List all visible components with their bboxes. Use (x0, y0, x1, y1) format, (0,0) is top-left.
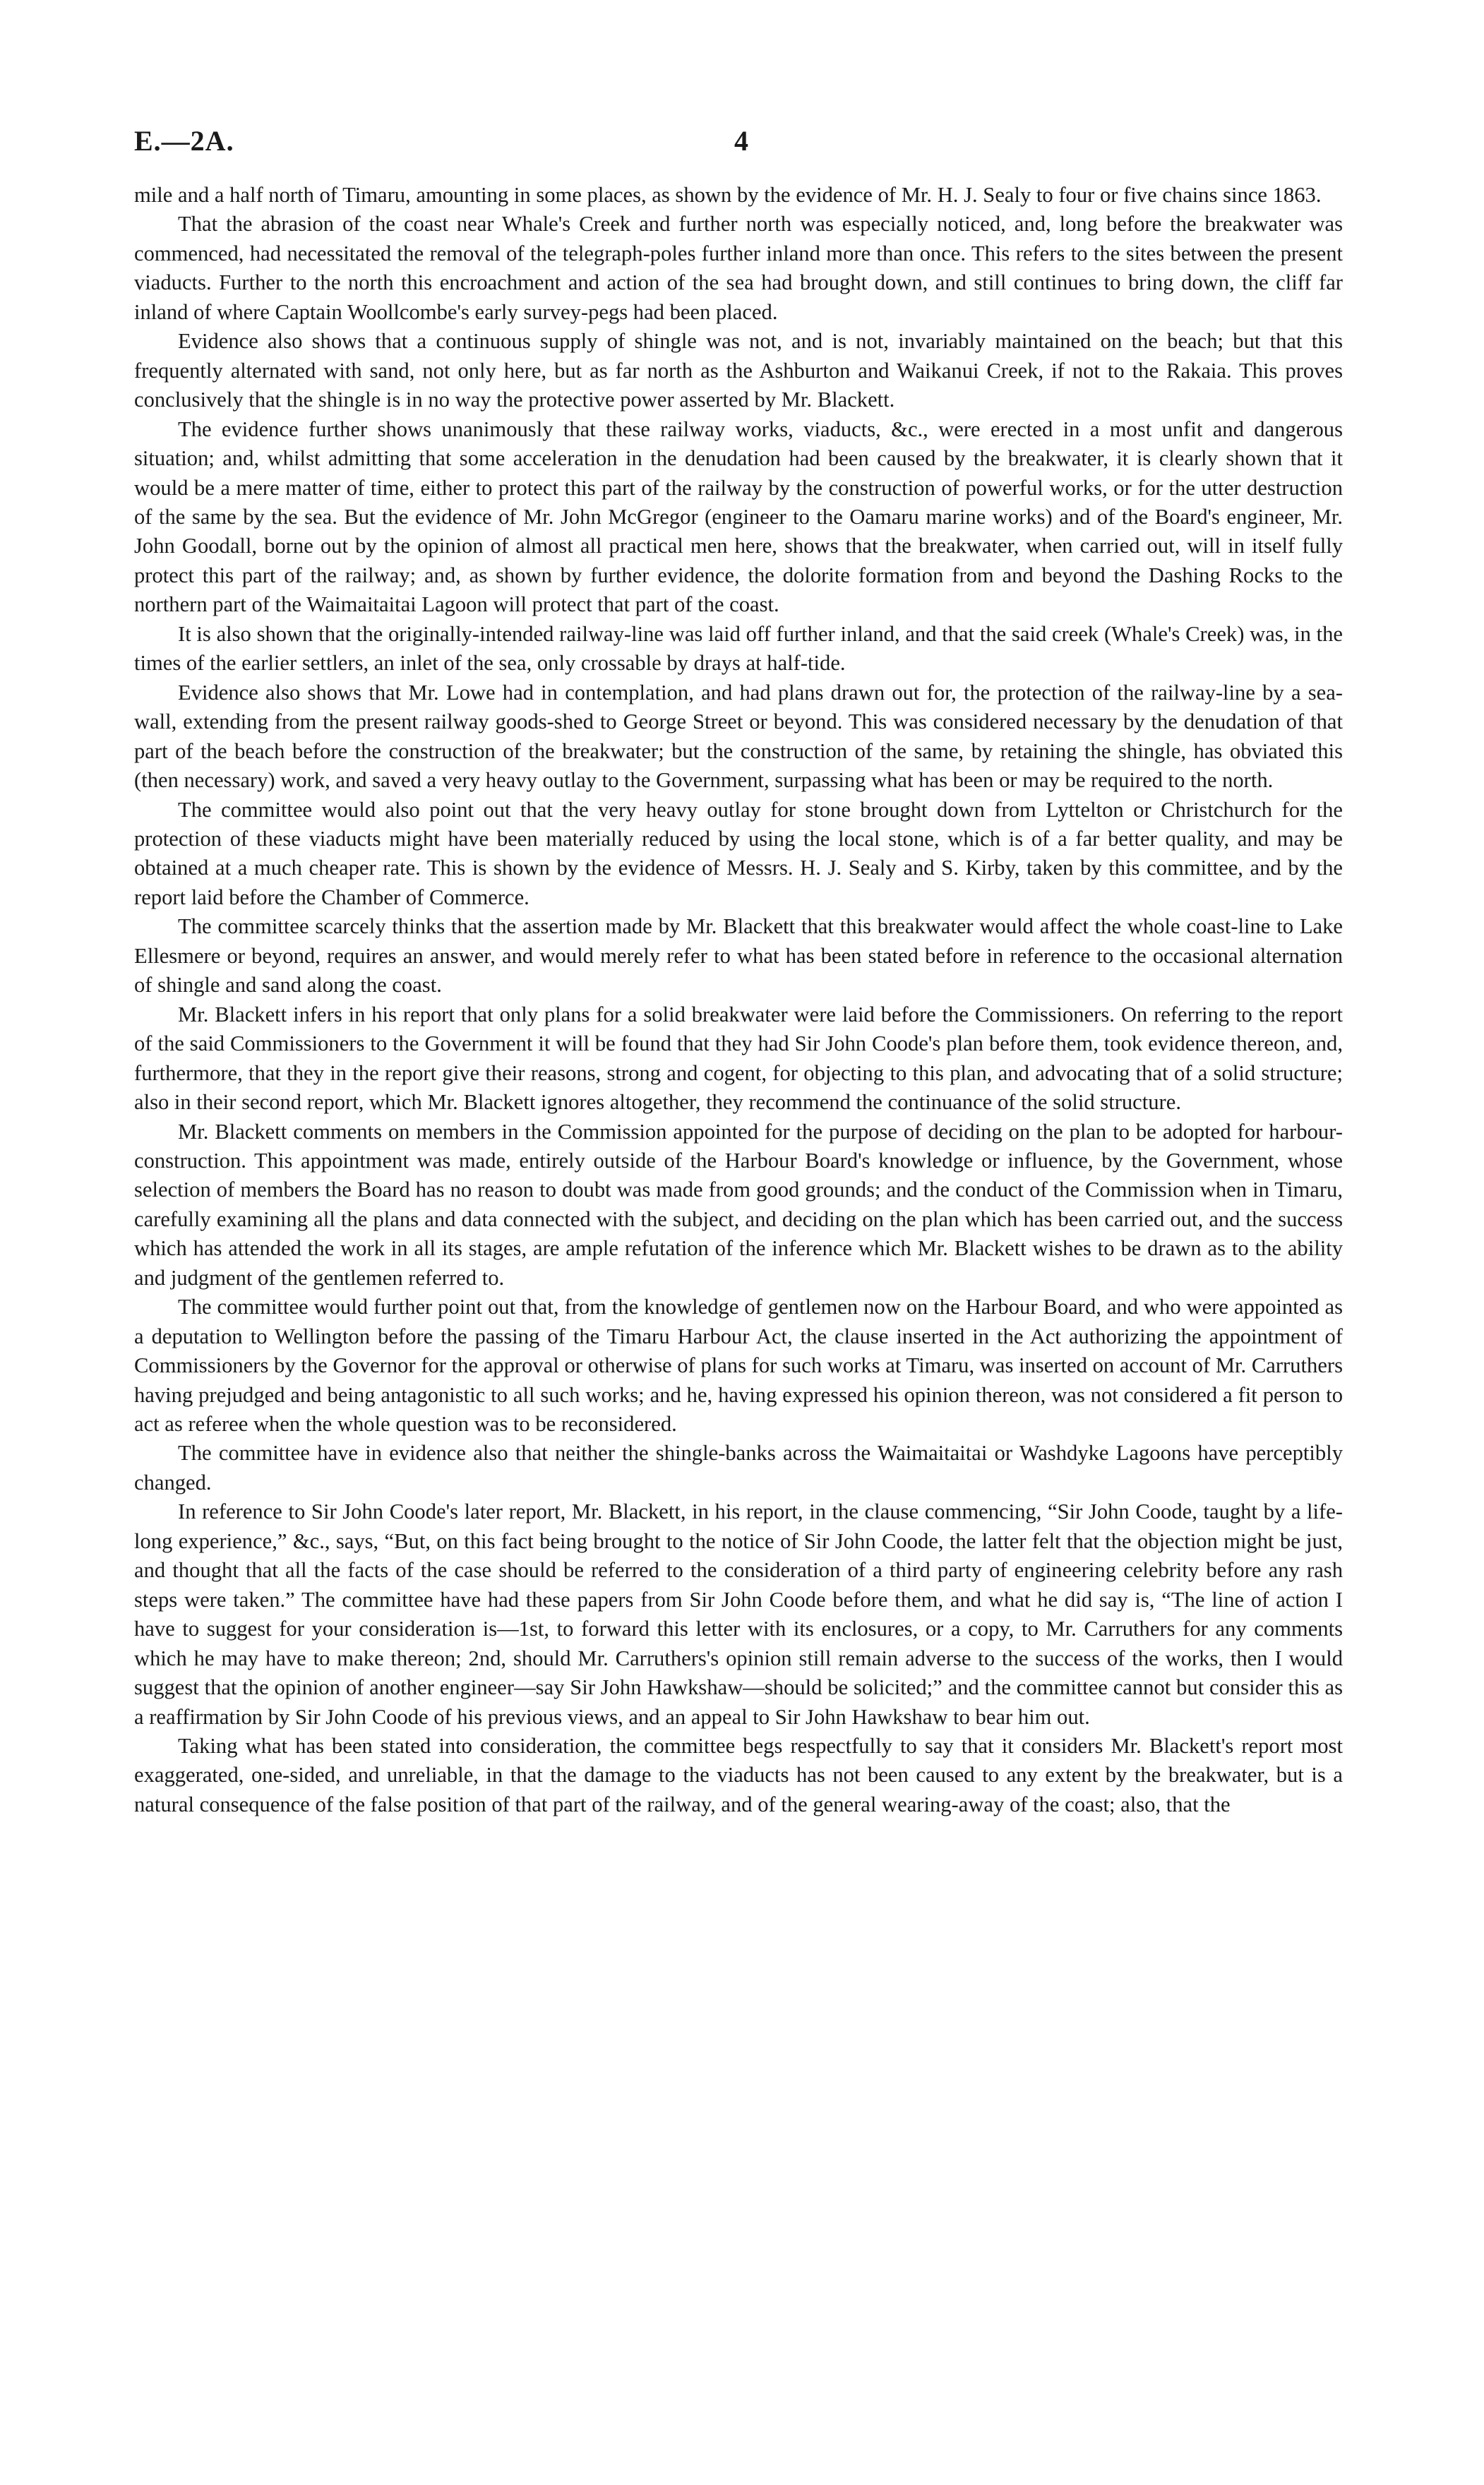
body-text (134, 181, 1343, 1819)
page-header (134, 124, 1341, 160)
paragraph: It is also shown that the originally-intended railway-line was laid off further inland, and that the said creek (Whale's Creek) was, in the times of the earlier settlers, an inlet of the sea, only crossable by drays at half-tide. (134, 621, 1343, 676)
paragraph: The committee would also point out that the very heavy outlay for stone brought down from Lyttelton or Christchurch for the protection of these viaducts might have been materially reduced by using the local stone, which is of a far better quality, and may be obtained at a much cheaper rate. This is shown by the evidence of Messrs. H. J. Sealy and S. Kirby, taken by this committee, and by the report laid before the Chamber of Commerce. (134, 797, 1343, 909)
paragraph-continuation: mile and a half north of Timaru, amounting in some places, as shown by the evidence of Mr. H. J. Sealy to four or five chains since 1863. (134, 183, 1322, 207)
paragraph: Mr. Blackett infers in his report that only plans for a solid breakwater were laid before the Commissioners. On referring to the report of the said Commissioners to the Government it will be found that they had Sir John Coode's plan before them, took evidence thereon, and, furthermore, that they in the report give their reasons, strong and cogent, for objecting to this plan, and advocating that of a solid structure; also in their second report, which Mr. Blackett ignores altogether, they recommend the continuance of the solid structure. (134, 1002, 1343, 1115)
paragraph: Mr. Blackett comments on members in the Commission appointed for the purpose of deciding on the plan to be adopted for harbour-construction. This appointment was made, entirely outside of the Harbour Board's knowledge or influence, by the Government, whose selection of members the Board has no reason to doubt was made from good grounds; and the conduct of the Commission when in Timaru, carefully examining all the plans and data connected with the subject, and deciding on the plan which has been carried out, and the success which has attended the work in all its stages, are ample refutation of the inference which Mr. Blackett wishes to be drawn as to the ability and judgment of the gentlemen referred to. (134, 1119, 1343, 1290)
paragraph: In reference to Sir John Coode's later report, Mr. Blackett, in his report, in the clause commencing, “Sir John Coode, taught by a life-long experience,” &c., says, “But, on this fact being brought to the notice of Sir John Coode, the latter felt that the objection might be just, and thought that all the facts of the case should be referred to the consideration of a third party of engineering celebrity before any rash steps were taken.” The committee have had these papers from Sir John Coode before them, and what he did say is, “The line of action I have to suggest for your consideration is—1st, to forward this letter with its enclosures, or a copy, to Mr. Carruthers for any comments which he may have to make thereon; 2nd, should Mr. Carruthers's opinion still remain adverse to the success of the works, then I would suggest that the opinion of another engineer—say Sir John Hawkshaw—should be solicited;” and the committee cannot but consider this as a reaffirmation by Sir John Coode of his previous views, and an appeal to Sir John Hawkshaw to bear him out. (134, 1499, 1343, 1729)
paragraph: The committee have in evidence also that neither the shingle-banks across the Waimaitaitai or Washdyke Lagoons have perceptibly changed. (134, 1441, 1343, 1495)
paragraph: That the abrasion of the coast near Whale's Creek and further north was especially noticed, and, long before the breakwater was commenced, had necessitated the removal of the telegraph-poles further inland more than once. This refers to the sites between the present viaducts. Further to the north this encroachment and action of the sea had brought down, and still continues to bring down, the cliff far inland of where Captain Woollcombe's early survey-pegs had been placed. (134, 212, 1343, 324)
document-reference: E.—2A. (134, 125, 234, 157)
page-number: 4 (734, 125, 748, 157)
paragraph: The committee would further point out that, from the knowledge of gentlemen now on the Harbour Board, and who were appointed as a deputation to Wellington before the passing of the Timaru Harbour Act, the clause inserted in the Act authorizing the appointment of Commissioners by the Governor for the approval or otherwise of plans for such works at Timaru, was inserted on account of Mr. Carruthers having prejudged and being antagonistic to all such works; and he, having expressed his opinion thereon, was not considered a fit person to act as referee when the whole question was to be reconsidered. (134, 1295, 1343, 1437)
paragraph: The evidence further shows unanimously that these railway works, viaducts, &c., were erected in a most unfit and dangerous situation; and, whilst admitting that some acceleration in the denudation had been caused by the breakwater, it is clearly shown that it would be a mere matter of time, either to protect this part of the railway by the construction of powerful works, or for the utter destruction of the same by the sea. But the evidence of Mr. John McGregor (engineer to the Oamaru marine works) and of the Board's engineer, Mr. John Goodall, borne out by the opinion of almost all practical men here, shows that the breakwater, when carried out, will in itself fully protect this part of the railway; and, as shown by further evidence, the dolorite formation from and beyond the Dashing Rocks to the northern part of the Waimaitaitai Lagoon will protect that part of the coast. (134, 417, 1343, 617)
paragraph: Evidence also shows that Mr. Lowe had in contemplation, and had plans drawn out for, the protection of the railway-line by a sea-wall, extending from the present railway goods-shed to George Street or beyond. This was considered necessary by the denudation of that part of the beach before the construction of the breakwater; but the construction of the same, by retaining the shingle, has obviated this (then necessary) work, and saved a very heavy outlay to the Government, surpassing what has been or may be required to the north. (134, 680, 1343, 793)
paragraph: Taking what has been stated into consideration, the committee begs respectfully to say that it considers Mr. Blackett's report most exaggerated, one-sided, and unreliable, in that the damage to the viaducts has not been caused to any extent by the breakwater, but is a natural consequence of the false position of that part of the railway, and of the general wearing-away of the coast; also, that the (134, 1734, 1343, 1816)
paragraph: The committee scarcely thinks that the assertion made by Mr. Blackett that this breakwater would affect the whole coast-line to Lake Ellesmere or beyond, requires an answer, and would merely refer to what has been stated before in reference to the occasional alternation of shingle and sand along the coast. (134, 914, 1343, 998)
paragraph: Evidence also shows that a continuous supply of shingle was not, and is not, invariably maintained on the beach; but that this frequently alternated with sand, not only here, but as far north as the Ashburton and Waikanui Creek, if not to the Rakaia. This proves conclusively that the shingle is in no way the protective power asserted by Mr. Blackett. (134, 329, 1343, 412)
